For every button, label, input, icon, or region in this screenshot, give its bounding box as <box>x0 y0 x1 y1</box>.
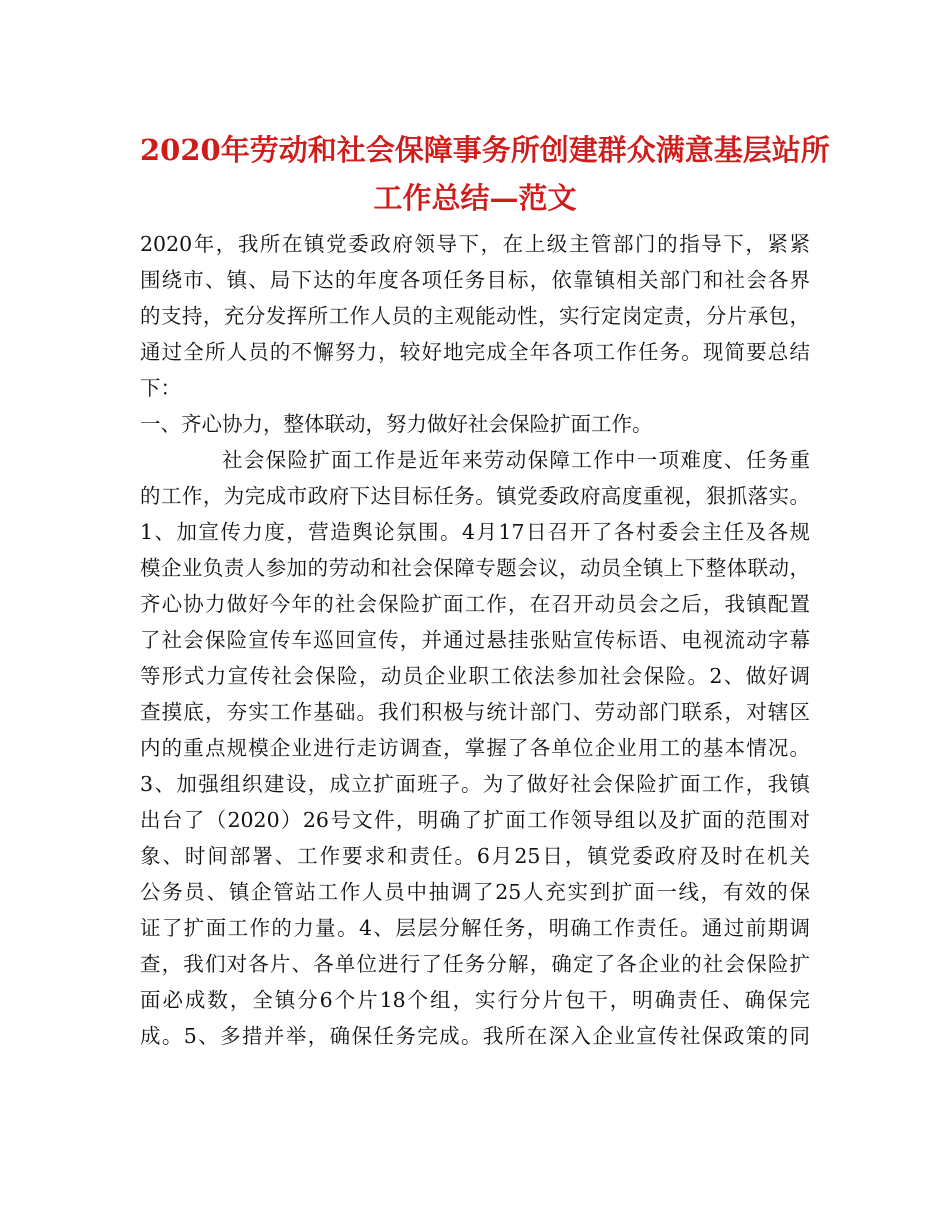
document-title-line-1: 2020年劳动和社会保障事务所创建群众满意基层站所 <box>140 133 830 167</box>
body-line: 象、时间部署、工作要求和责任。6月25日，镇党委政府及时在机关 <box>140 844 810 868</box>
body-line: 证了扩面工作的力量。4、层层分解任务，明确工作责任。通过前期调 <box>140 916 810 940</box>
body-line: 出台了（2020）26号文件，明确了扩面工作领导组以及扩面的范围对 <box>140 808 810 832</box>
body-line: 围绕市、镇、局下达的年度各项任务目标，依靠镇相关部门和社会各界 <box>140 268 810 292</box>
body-line: 面必成数，全镇分6个片18个组，实行分片包干，明确责任、确保完 <box>140 988 810 1012</box>
body-line: 齐心协力做好今年的社会保险扩面工作，在召开动员会之后，我镇配置 <box>140 592 810 616</box>
body-line: 公务员、镇企管站工作人员中抽调了25人充实到扩面一线，有效的保 <box>140 880 810 904</box>
body-line: 的工作，为完成市政府下达目标任务。镇党委政府高度重视，狠抓落实。 <box>140 484 810 508</box>
document-title-line-2: 工作总结—范文 <box>373 181 577 215</box>
body-line: 模企业负责人参加的劳动和社会保障专题会议，动员全镇上下整体联动， <box>140 556 810 580</box>
body-line: 成。5、多措并举，确保任务完成。我所在深入企业宣传社保政策的同 <box>140 1024 810 1048</box>
body-line: 下： <box>140 376 181 400</box>
body-line: 3、加强组织建设，成立扩面班子。为了做好社会保险扩面工作，我镇 <box>140 772 810 796</box>
body-line: 了社会保险宣传车巡回宣传，并通过悬挂张贴宣传标语、电视流动字幕 <box>140 628 810 652</box>
body-line: 等形式力宣传社会保险，动员企业职工依法参加社会保险。2、做好调 <box>140 664 810 688</box>
paragraph-first-line: 社会保险扩面工作是近年来劳动保障工作中一项难度、任务重 <box>222 448 810 472</box>
body-line: 内的重点规模企业进行走访调查，掌握了各单位企业用工的基本情况。 <box>140 736 810 760</box>
body-line: 查，我们对各片、各单位进行了任务分解，确定了各企业的社会保险扩 <box>140 952 810 976</box>
body-line: 的支持，充分发挥所工作人员的主观能动性，实行定岗定责，分片承包， <box>140 304 810 328</box>
body-line: 查摸底，夯实工作基础。我们积极与统计部门、劳动部门联系，对辖区 <box>140 700 810 724</box>
body-line: 1、加宣传力度，营造舆论氛围。4月17日召开了各村委会主任及各规 <box>140 520 810 544</box>
section-heading: 一、齐心协力，整体联动，努力做好社会保险扩面工作。 <box>140 412 653 436</box>
body-line: 2020年，我所在镇党委政府领导下，在上级主管部门的指导下，紧紧 <box>140 232 810 256</box>
body-line: 通过全所人员的不懈努力，较好地完成全年各项工作任务。现简要总结 <box>140 340 810 364</box>
